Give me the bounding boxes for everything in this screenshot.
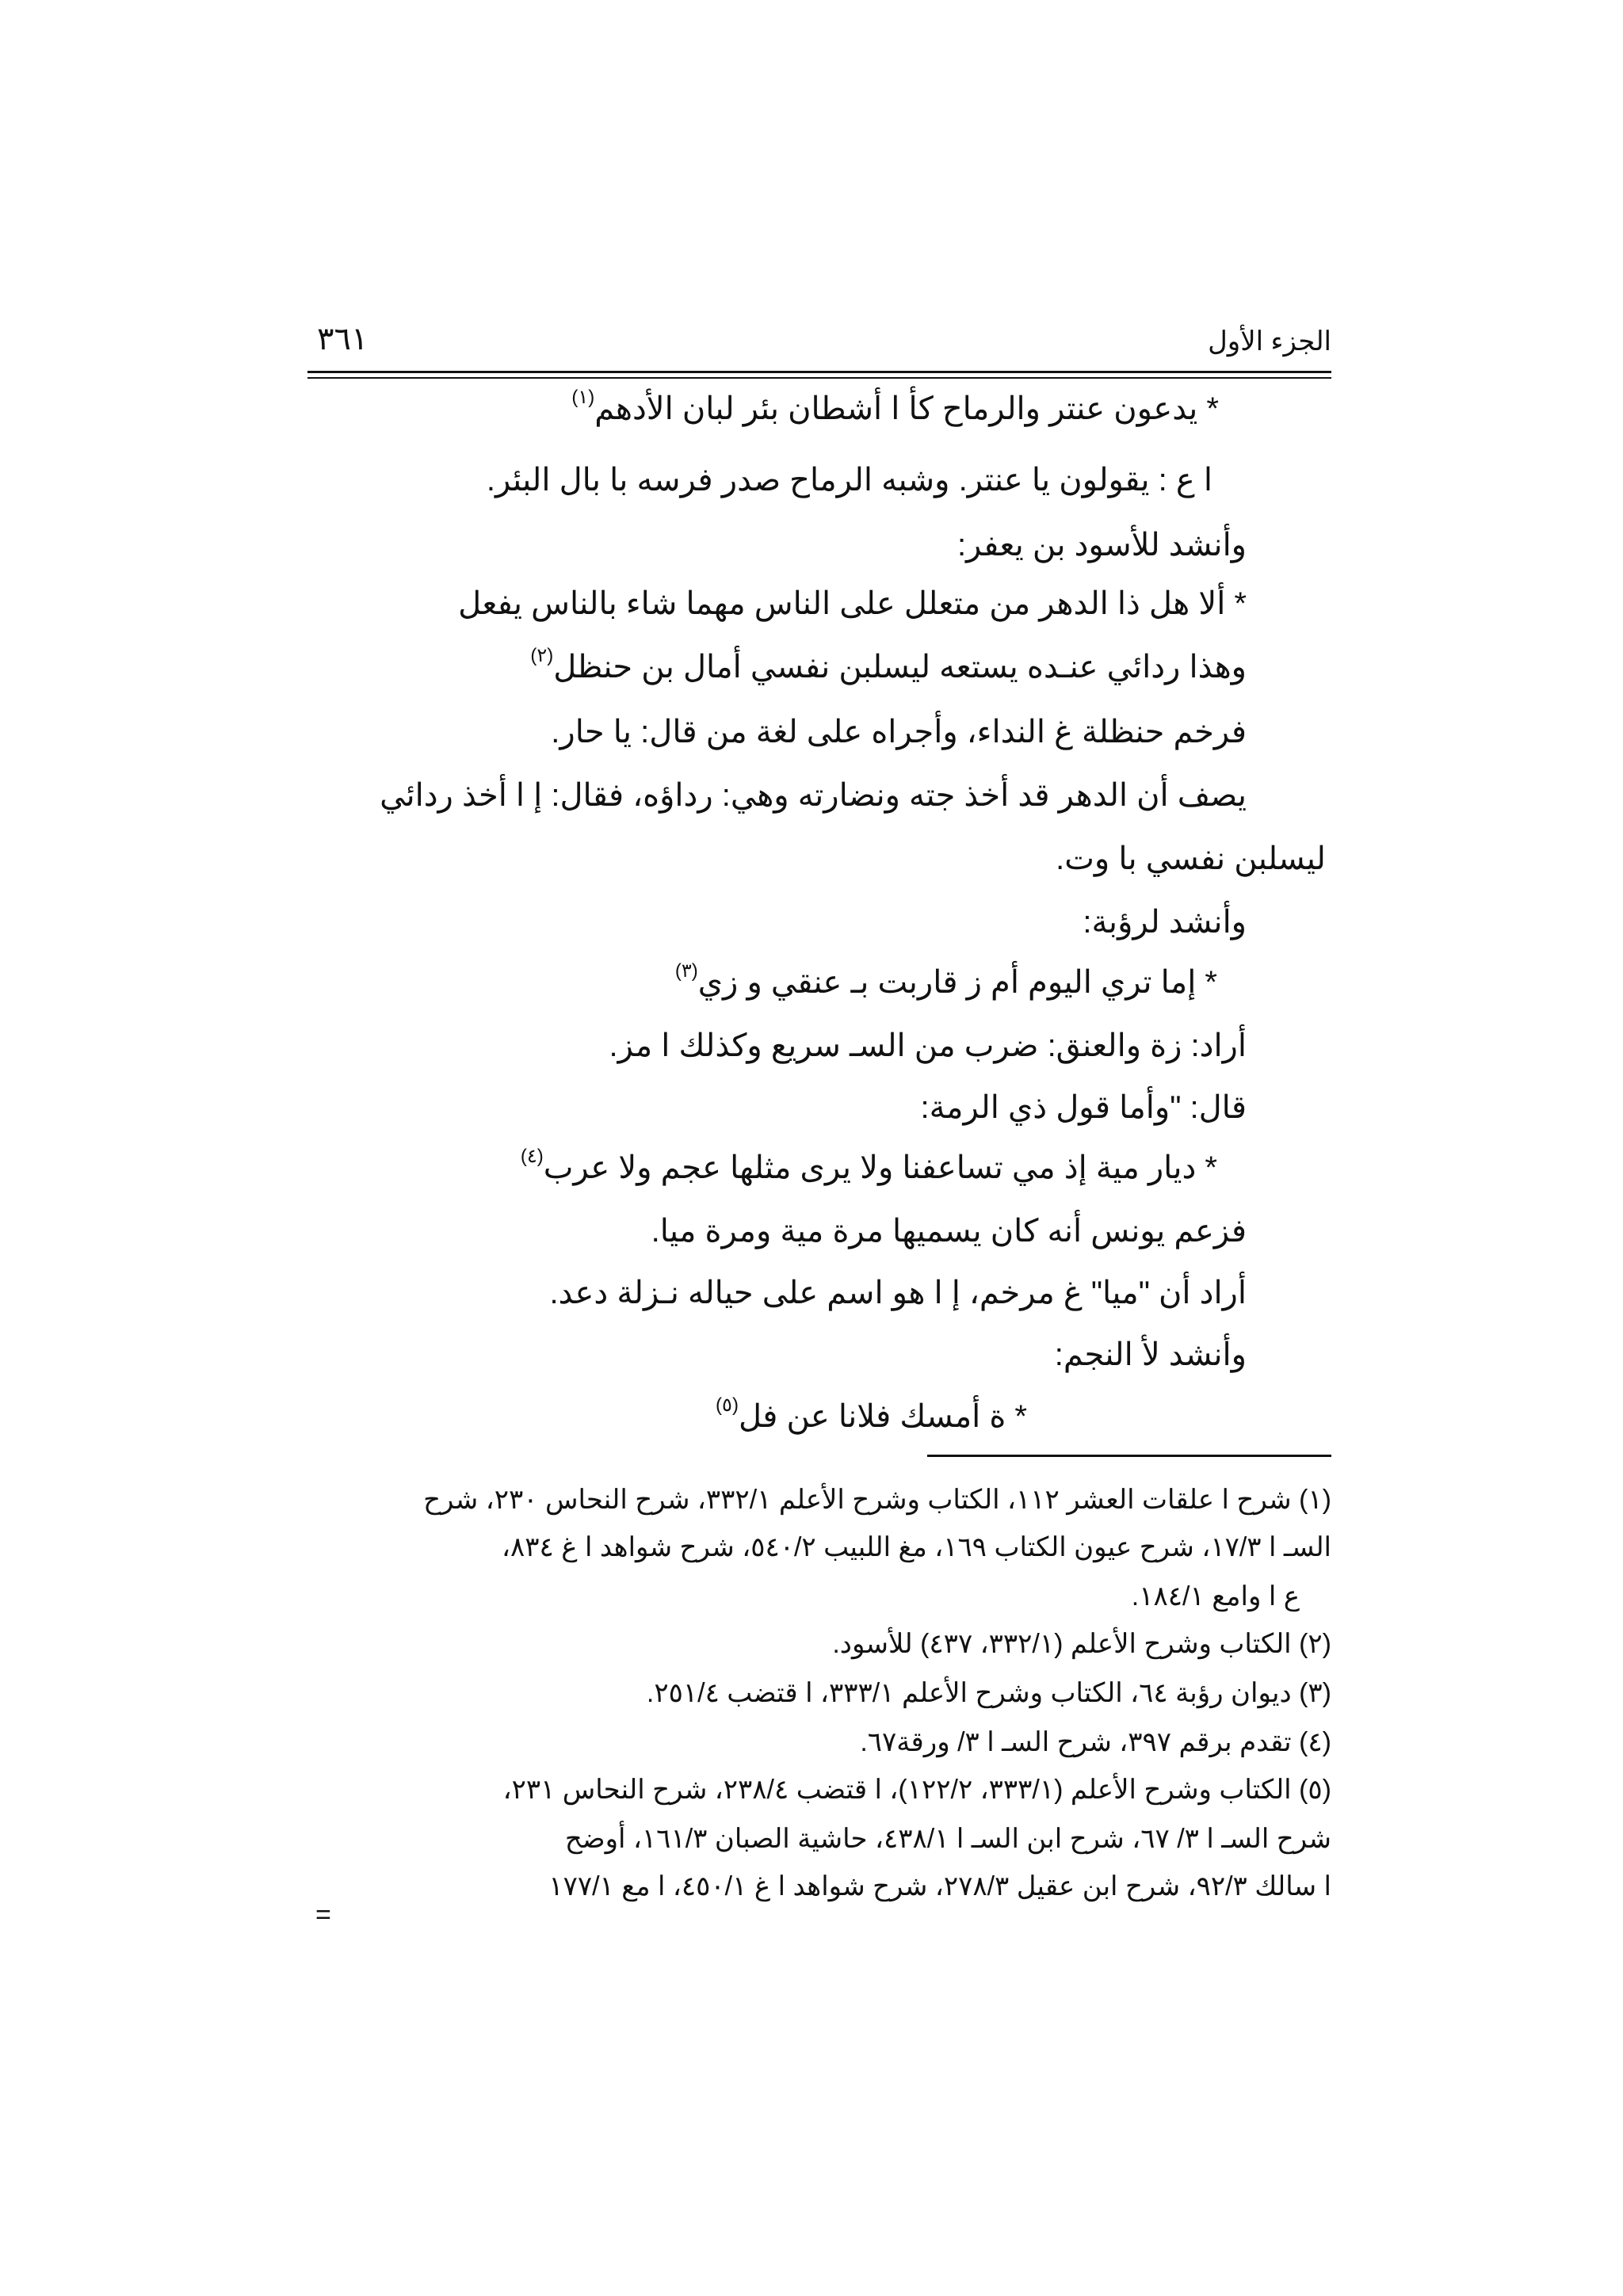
continuation-mark	[315, 1901, 331, 1928]
paragraph-text: وأنشد لأ النجم:	[1054, 1337, 1247, 1372]
text-line	[1083, 906, 1247, 938]
footnote-text: (٣) ديوان رؤبة ٦٤، الكتاب وشرح الأعلم ٣٣٣/١، ا قتضب ٢٥١/٤.	[646, 1678, 1331, 1708]
footnote-separator	[927, 1455, 1331, 1457]
text-line	[609, 1030, 1247, 1062]
verse-text: * ديار مية إذ مي تساعفنا ولا يرى مثلها عجم ولا عرب	[543, 1150, 1217, 1185]
footnote-marker: (٥)	[716, 1394, 739, 1416]
footnote-text: شرح السـ ا ٣/ ٦٧، شرح ابن السـ ا ٤٣٨/١، حاشية الصبان ١٦١/٣، أوضح	[564, 1824, 1331, 1854]
text-line	[487, 464, 1212, 496]
paragraph-text: فزعم يونس أنه كان يسميها مرة مية ومرة ميا.	[651, 1214, 1247, 1249]
page-header	[309, 321, 1331, 368]
footnote-text: (٥) الكتاب وشرح الأعلم (٣٣٣/١، ١٢٢/٢)، ا قتضب ٢٣٨/٤، شرح النحاس ٢٣١،	[502, 1775, 1331, 1805]
verse-line	[520, 1146, 1217, 1185]
footnote	[860, 1729, 1331, 1756]
footnote-text: ع ا وامع ١٨٤/١.	[1131, 1581, 1300, 1611]
paragraph-text: فرخم حنظلة غ النداء، وأجراه على لغة من قال: يا حار.	[551, 715, 1247, 749]
footnote-continuation	[565, 1825, 1331, 1852]
verse-line	[458, 588, 1247, 620]
paragraph-text: ا ع : يقولون يا عنتر. وشبه الرماح صدر فرسه با بال البئر.	[486, 463, 1212, 498]
footnote-marker: (٢)	[530, 645, 554, 666]
verse-text: وهذا ردائي عنـده يستعه ليسلبن نفسي أمال بن حنظل	[553, 650, 1247, 685]
text-line	[1055, 1339, 1247, 1371]
footnote	[423, 1486, 1331, 1513]
page-number: ٣٦١	[317, 322, 369, 357]
text-line	[957, 529, 1247, 561]
paragraph-text: أراد: زة والعنق: ضرب من السـ سريع وكذلك ا مز.	[609, 1028, 1247, 1063]
verse-line	[716, 1394, 1027, 1434]
paragraph-text: وأنشد للأسود بن يعفر:	[957, 528, 1247, 563]
paragraph-text: وأنشد لرؤبة:	[1083, 905, 1247, 940]
verse-line	[530, 645, 1247, 685]
verse-text: * إما تري اليوم أم ز قاربت بـ عنقي و زي	[697, 965, 1217, 1000]
footnote-marker: (١)	[571, 387, 595, 408]
verse-text: * ألا هل ذا الدهر من متعلل على الناس مهما شاء بالناس يفعل	[458, 586, 1247, 621]
footnote-text: (٤) تقدم برقم ٣٩٧، شرح السـ ا ٣/ ورقة٦٧.	[860, 1727, 1331, 1757]
text-line	[1056, 843, 1326, 875]
verse-line	[571, 387, 1219, 426]
paragraph-text: قال: "وأما قول ذي الرمة:	[920, 1090, 1247, 1125]
text-line	[380, 780, 1247, 811]
paragraph-text: يصف أن الدهر قد أخذ جته ونضارته وهي: رداؤه، فقال: إ ا أخذ ردائي	[380, 778, 1247, 813]
footnote-continuation	[548, 1873, 1331, 1900]
verse-text: * يدعون عنتر والرماح كأ ا أشطان بئر لبان الأدهم	[594, 391, 1219, 426]
verse-line	[674, 960, 1217, 1000]
footnote-text: (٢) الكتاب وشرح الأعلم (٣٣٢/١، ٤٣٧) للأسود.	[832, 1629, 1331, 1659]
footnote-text: =	[315, 1900, 331, 1930]
paragraph-text: ليسلبن نفسي با وت.	[1056, 841, 1326, 876]
paragraph-text: أراد أن "ميا" غ مرخم، إ ا هو اسم على حياله نـزلة دعد.	[549, 1276, 1247, 1310]
footnote	[647, 1680, 1331, 1707]
text-line	[551, 716, 1247, 748]
footnote-text: السـ ا ١٧/٣، شرح عيون الكتاب ١٦٩، مغ اللبيب ٥٤٠/٢، شرح شواهد ا غ ٨٣٤،	[501, 1532, 1331, 1562]
footnote	[832, 1630, 1331, 1657]
header-rule	[307, 371, 1331, 379]
text-line	[920, 1092, 1247, 1123]
text-line	[651, 1215, 1247, 1247]
verse-text: * ة أمسك فلانا عن فل	[738, 1399, 1027, 1434]
footnote-text: (١) شرح ا علقات العشر ١١٢، الكتاب وشرح الأعلم ٣٣٢/١، شرح النحاس ٢٣٠، شرح	[423, 1485, 1331, 1515]
footnote-marker: (٣)	[674, 960, 698, 982]
footnote-continuation	[1132, 1583, 1300, 1610]
footnote-text: ا سالك ٩٢/٣، شرح ابن عقيل ٢٧٨/٣، شرح شواهد ا غ ٤٥٠/١، ا مع ١٧٧/١	[548, 1871, 1331, 1901]
footnote	[503, 1776, 1331, 1803]
footnote-marker: (٤)	[520, 1146, 544, 1167]
footnote-continuation	[502, 1534, 1331, 1561]
text-line	[549, 1277, 1247, 1309]
running-title: الجزء الأول	[1208, 326, 1331, 357]
